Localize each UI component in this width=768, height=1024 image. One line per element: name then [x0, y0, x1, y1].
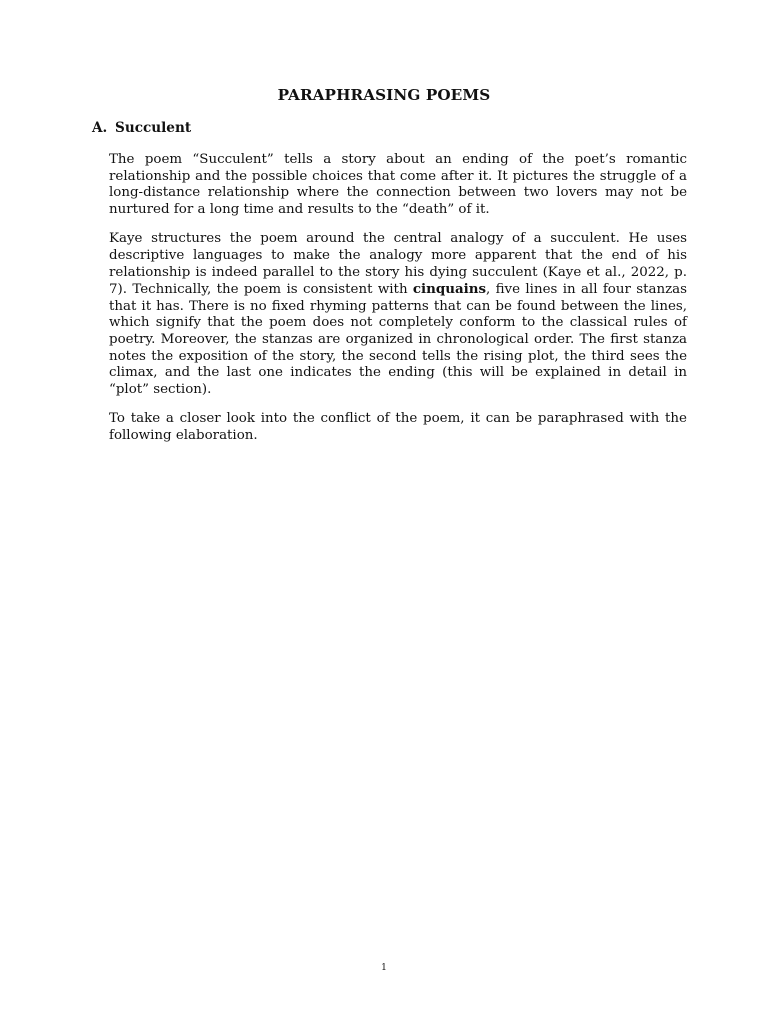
page-title: PARAPHRASING POEMS	[277, 86, 491, 104]
paragraph-2	[109, 231, 687, 398]
section-letter: A.	[92, 120, 108, 136]
section-title: Succulent	[115, 120, 192, 136]
paragraph-2-bold-term: cinquains	[412, 281, 487, 298]
paragraph-1: The poem “Succulent” tells a story about an ending of the poet’s romantic relationship and the possible choices that come after it. It pictures the struggle of a long-distance relationship where the connection between two lovers may not be nurtured for a long time and results to the “death” of it.	[109, 152, 687, 217]
section-body	[109, 152, 687, 458]
paragraph-3: To take a closer look into the conflict of the poem, it can be paraphrased with the following elaboration.	[109, 411, 687, 443]
section-heading	[92, 120, 191, 136]
paragraph-2-text-start: Kaye structures the poem around the central analogy of a succulent. He uses descriptive languages to make the analogy more apparent that the end of his relationship is indeed parallel to the story his dying succulent (Kaye et al., 2022, p. 7). Technically, the poem is consistent with	[109, 231, 687, 298]
paragraph-2-text-end: , five lines in all four stanzas that it has. There is no fixed rhyming patterns that can be found between the lines, which signify that the poem does not completely conform to the classical rules of poetry. Moreover, the stanzas are organized in chronological order. The first stanza notes the exposition of the story, the second tells the rising plot, the third sees the climax, and the last one indicates the ending (this will be explained in detail in “plot” section).	[109, 282, 687, 397]
page-number: 1	[381, 963, 387, 973]
